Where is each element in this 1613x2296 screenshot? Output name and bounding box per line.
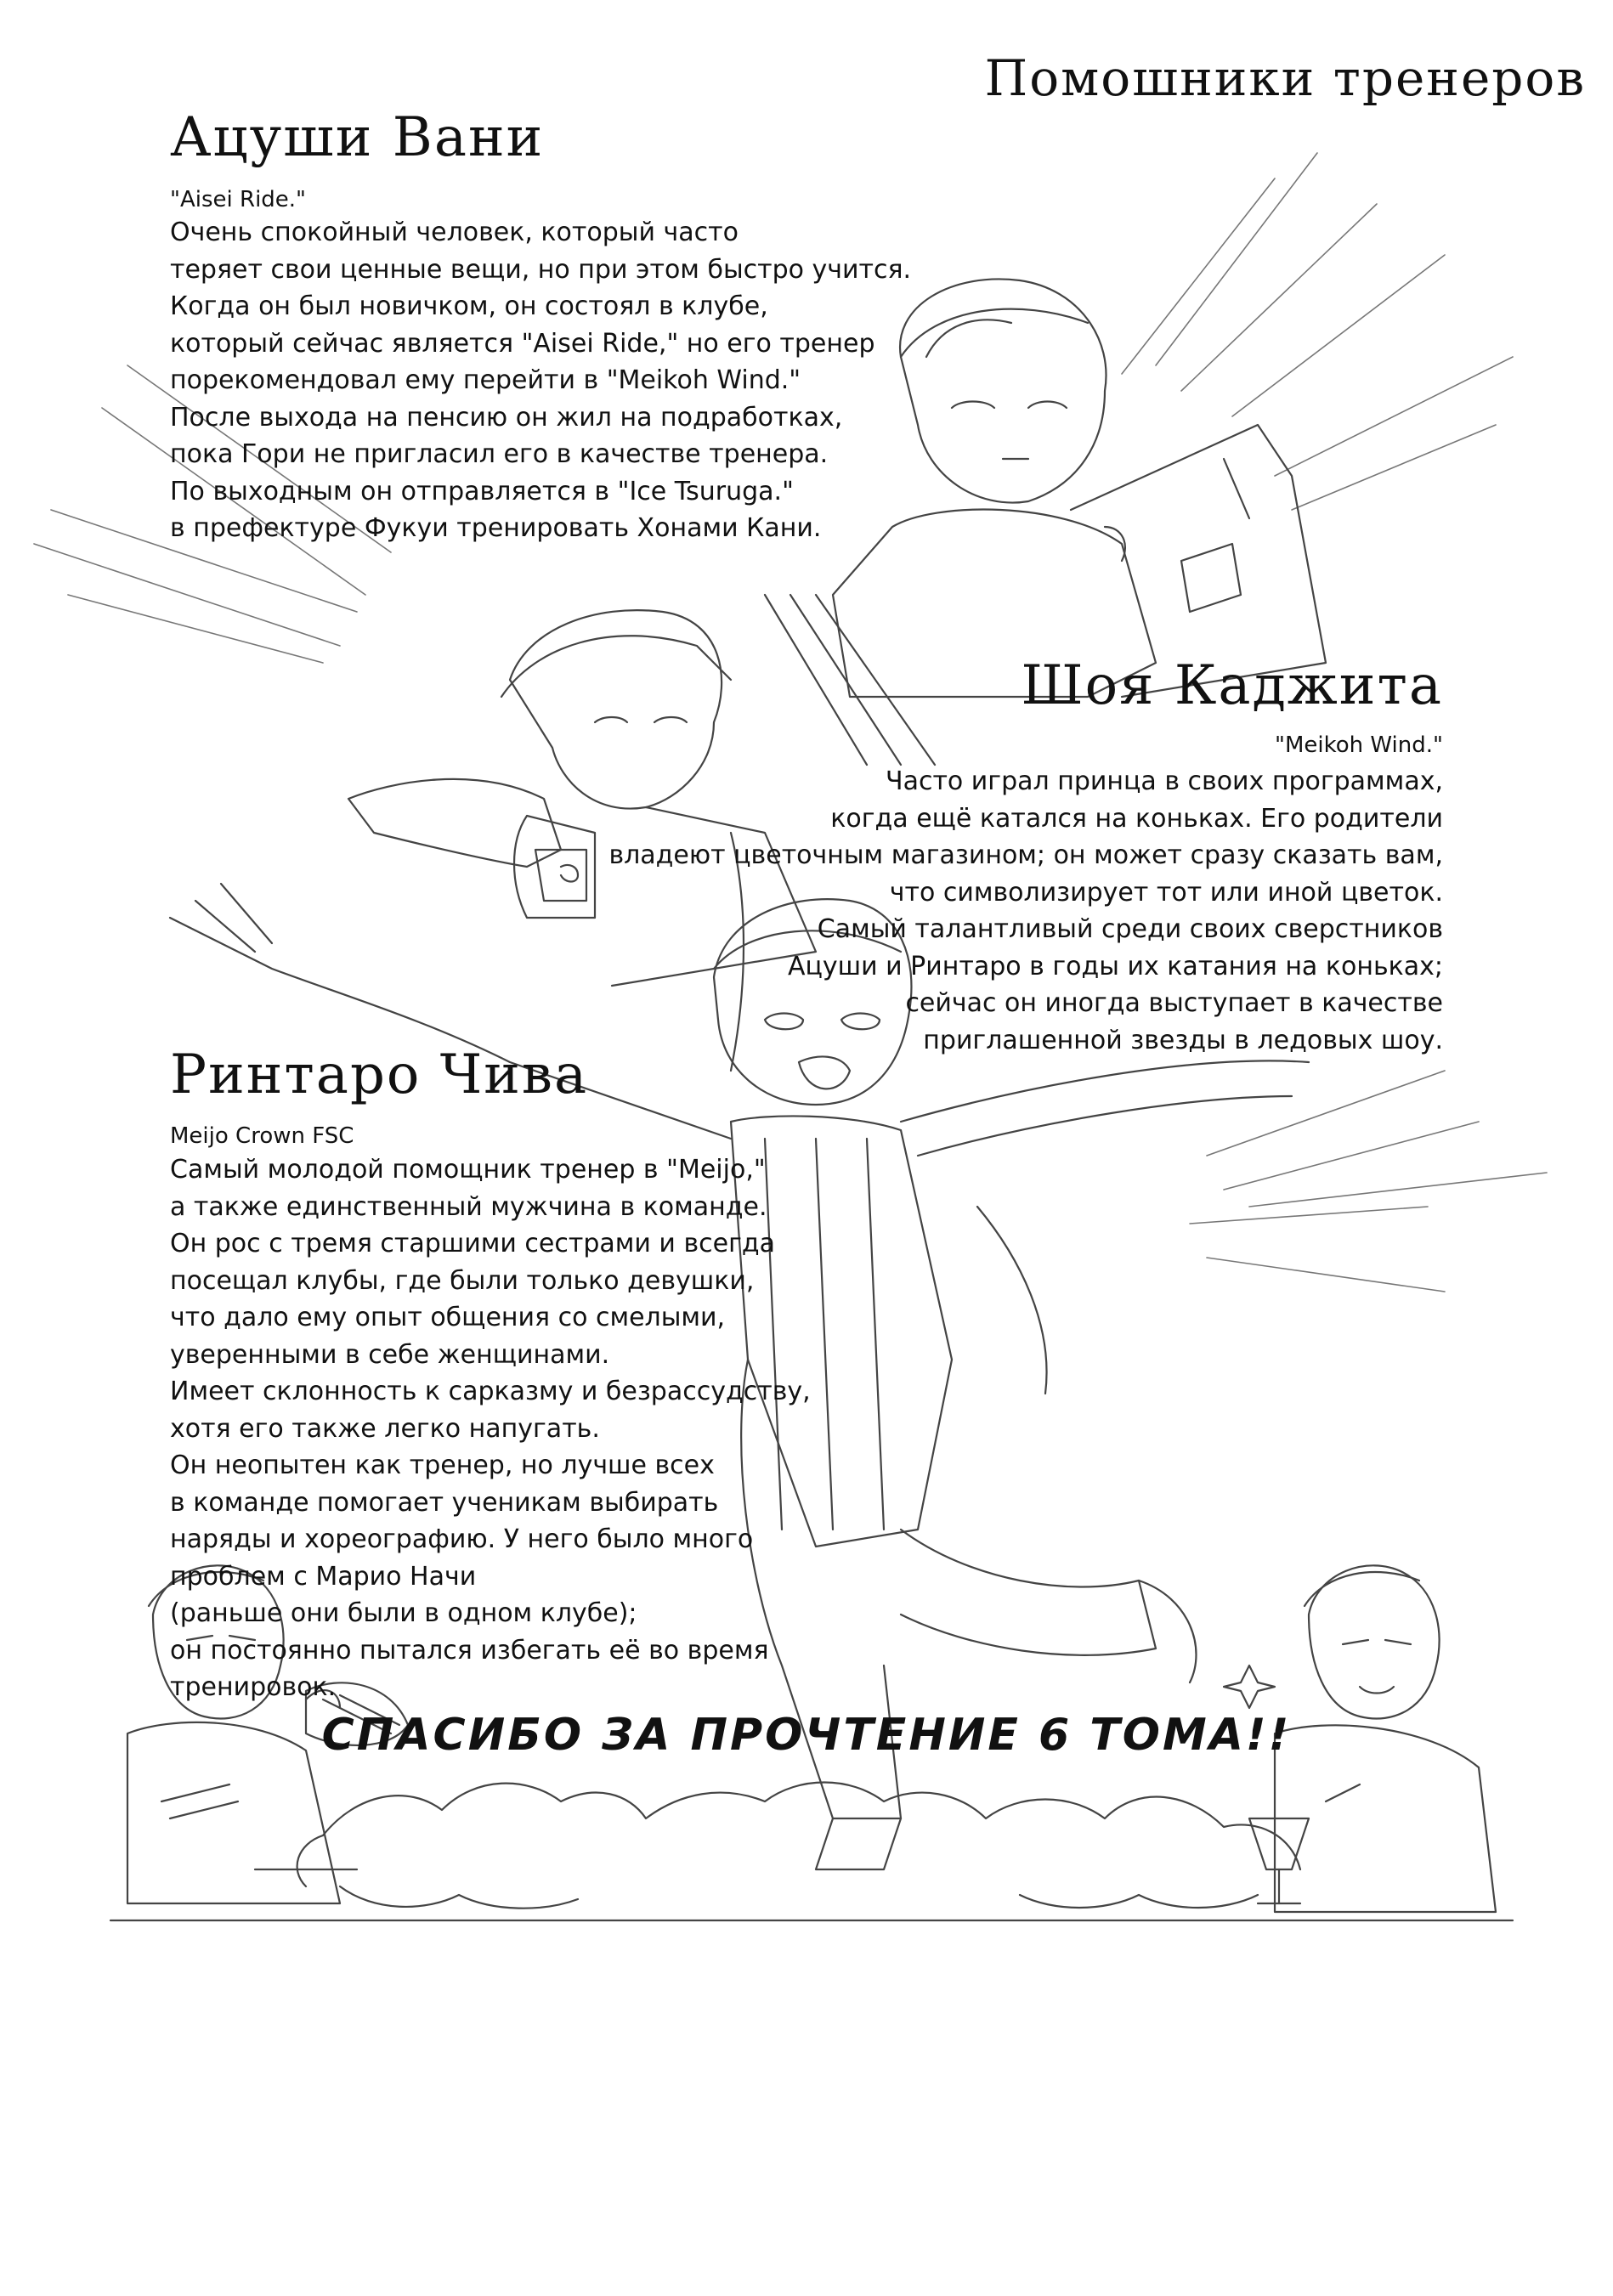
bio-line: что дало ему опыт общения со смелыми,: [170, 1303, 726, 1332]
cloud-frame: [110, 1783, 1513, 1921]
character-bio-rintaro: [170, 1151, 811, 1706]
character-name-shoya: Шоя Каджита: [1021, 654, 1443, 717]
character-bio-atsushi: [170, 214, 911, 547]
bio-line: Имеет склонность к сарказму и безрассудству,: [170, 1377, 811, 1406]
bio-line: посещал клубы, где были только девушки,: [170, 1265, 755, 1296]
bio-line: пока Гори не пригласил его в качестве тренера.: [170, 439, 829, 469]
bio-line: теряет свои ценные вещи, но при этом быстро учится.: [170, 254, 912, 285]
bio-line: наряды и хореографию. У него было много: [170, 1524, 754, 1554]
character-club-shoya: "Meikoh Wind.": [1275, 732, 1443, 758]
bio-line: После выхода на пенсию он жил на подработках,: [170, 402, 843, 433]
closing-message: СПАСИБО ЗА ПРОЧТЕНИЕ 6 ТОМА!!: [321, 1710, 1292, 1761]
bio-line: Часто играл принца в своих программах,: [886, 766, 1443, 796]
page-title: Помошники тренеров: [984, 49, 1586, 107]
character-club-atsushi: "Aisei Ride.": [170, 187, 307, 212]
character-name-atsushi: Ацуши Вани: [170, 106, 545, 169]
bio-line: когда ещё катался на коньках. Его родители: [830, 803, 1443, 834]
character-bio-shoya: [608, 763, 1443, 1059]
bio-line: Ацуши и Ринтаро в годы их катания на коньках;: [787, 951, 1443, 981]
bio-line: Когда он был новичком, он состоял в клубе,: [170, 291, 768, 321]
bio-line: в префектуре Фукуи тренировать Хонами Кани.: [170, 513, 822, 543]
bio-line: а также единственный мужчина в команде.: [170, 1191, 767, 1222]
bio-line: владеют цветочным магазином; он может сразу сказать вам,: [608, 840, 1443, 870]
bio-line: приглашенной звезды в ледовых шоу.: [923, 1025, 1443, 1055]
bio-line: Он неопытен как тренер, но лучше всех: [170, 1451, 715, 1480]
bio-line: Очень спокойный человек, который часто: [170, 218, 739, 247]
bio-line: который сейчас является "Aisei Ride," но его тренер: [170, 328, 875, 359]
bio-line: тренировок.: [170, 1672, 337, 1702]
bio-line: По выходным он отправляется в "Ice Tsuruga.": [170, 476, 794, 506]
bio-line: порекомендовал ему перейти в "Meikoh Wind.": [170, 365, 801, 395]
bio-line: что символизирует тот или иной цветок.: [889, 877, 1443, 908]
bio-line: (раньше они были в одном клубе);: [170, 1598, 637, 1628]
bio-line: проблем с Марио Начи: [170, 1561, 477, 1592]
bio-line: он постоянно пытался избегать её во время: [170, 1635, 769, 1665]
bio-line: уверенными в себе женщинами.: [170, 1339, 610, 1370]
bio-line: Он рос с тремя старшими сестрами и всегда: [170, 1229, 775, 1258]
bio-line: хотя его также легко напугать.: [170, 1413, 600, 1444]
bio-line: Самый молодой помощник тренер в "Meijo,": [170, 1155, 766, 1185]
character-club-rintaro: Meijo Crown FSC: [170, 1123, 354, 1149]
character-name-rintaro: Ринтаро Чива: [170, 1043, 589, 1106]
bio-line: сейчас он иногда выступает в качестве: [905, 988, 1443, 1018]
bio-line: в команде помогает ученикам выбирать: [170, 1487, 719, 1518]
bio-line: Самый талантливый среди своих сверстников: [817, 914, 1443, 944]
